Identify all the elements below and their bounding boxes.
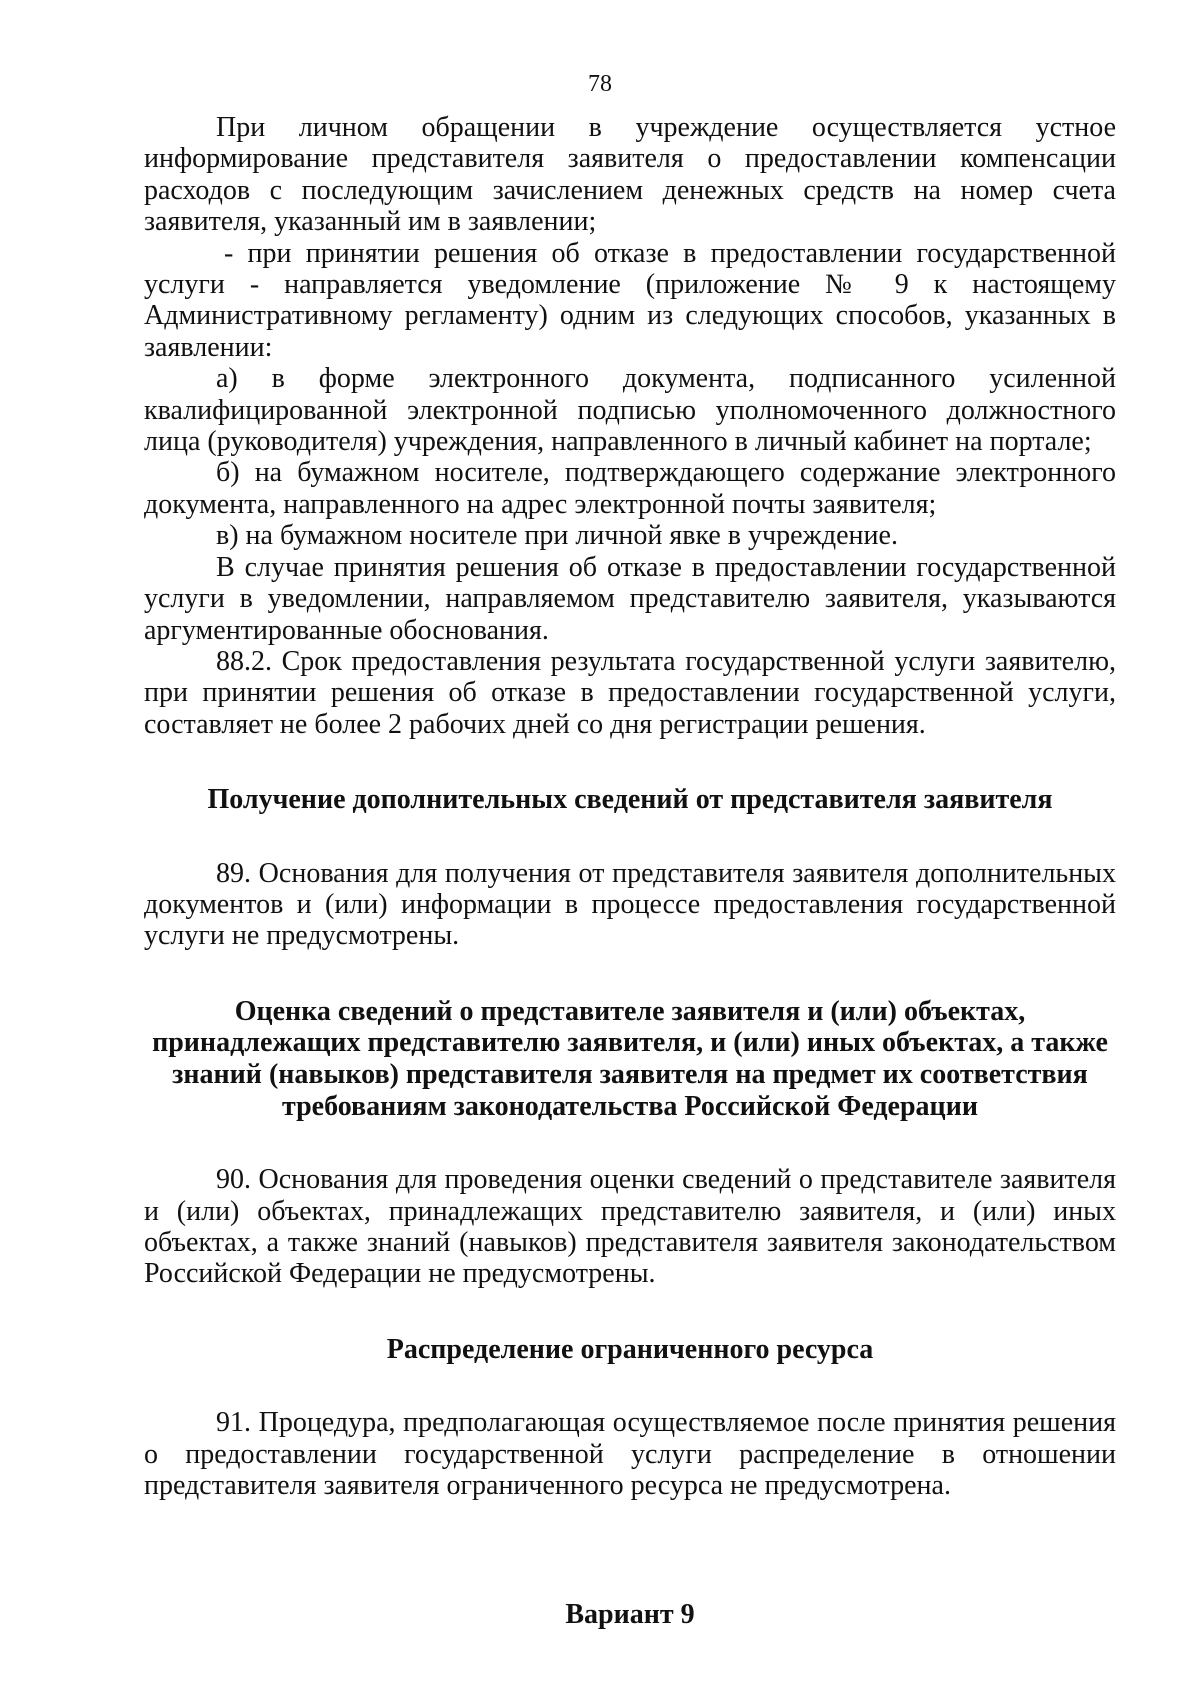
paragraph-option-b: б) на бумажном носителе, подтверждающего содержание электронного документа, направленного на адрес электронной почты заявителя; — [144, 457, 1116, 520]
heading-section-91: Распределение ограниченного ресурса — [386, 1333, 874, 1365]
paragraph-option-a: а) в форме электронного документа, подписанного усиленной квалифицированной электронной подписью уполномоченного должностного лица (руководителя) учреждения, направленного в личный кабинет на портале; — [144, 363, 1116, 458]
document-body — [144, 112, 1116, 1631]
heading-variant: Вариант 9 — [565, 1599, 695, 1631]
heading-section-90-line-3: знаний (навыков) представителя заявителя на предмет их соответствия — [172, 1058, 1088, 1090]
paragraph-91: 91. Процедура, предполагающая осуществляемое после принятия решения о предоставлении государственной услуги распределение в отношении представителя заявителя ограниченного ресурса не предусмотрена. — [144, 1407, 1116, 1501]
heading-section-90-line-1: Оценка сведений о представителе заявителя и (или) объектах, — [234, 995, 1026, 1027]
heading-section-89: Получение дополнительных сведений от представителя заявителя — [207, 784, 1053, 816]
heading-section-90-line-4: требованиям законодательства Российской Федерации — [282, 1090, 978, 1122]
heading-section-90 — [144, 996, 1116, 1122]
heading-section-90-line-2: принадлежащих представителю заявителя, и (или) иных объектах, а также — [152, 1027, 1108, 1059]
paragraph-89: 89. Основания для получения от представителя заявителя дополнительных документов и (или) информации в процессе предоставления государственной услуги не предусмотрены. — [144, 857, 1116, 952]
paragraph-refusal-notice: - при принятии решения об отказе в предоставлении государственной услуги - направляется уведомление (приложение № 9 к настоящему Административному регламенту) одним из следующих способов, указанных в заявлении: — [144, 237, 1116, 363]
paragraph-90: 90. Основания для проведения оценки сведений о представителе заявителя и (или) объектах, принадлежащих представителю заявителя, и (или) иных объектах, а также знаний (навыков) представителя заявителя законодательством Российской Федерации не предусмотрены. — [144, 1164, 1116, 1290]
paragraph-option-c: в) на бумажном носителе при личной явке в учреждение. — [216, 520, 898, 552]
paragraph-88-2: 88.2. Срок предоставления результата государственной услуги заявителю, при принятии решения об отказе в предоставлении государственной услуги, составляет не более 2 рабочих дней со дня регистрации решения. — [144, 645, 1116, 740]
paragraph-refusal-grounds: В случае принятия решения об отказе в предоставлении государственной услуги в уведомлении, направляемом представителю заявителя, указываются аргументированные обоснования. — [144, 551, 1116, 646]
page-number: 78 — [588, 71, 612, 97]
paragraph-oral-informing: При личном обращении в учреждение осуществляется устное информирование представителя заявителя о предоставлении компенсации расходов с последующим зачислением денежных средств на номер счета заявителя, указанный им в заявлении; — [144, 112, 1116, 238]
